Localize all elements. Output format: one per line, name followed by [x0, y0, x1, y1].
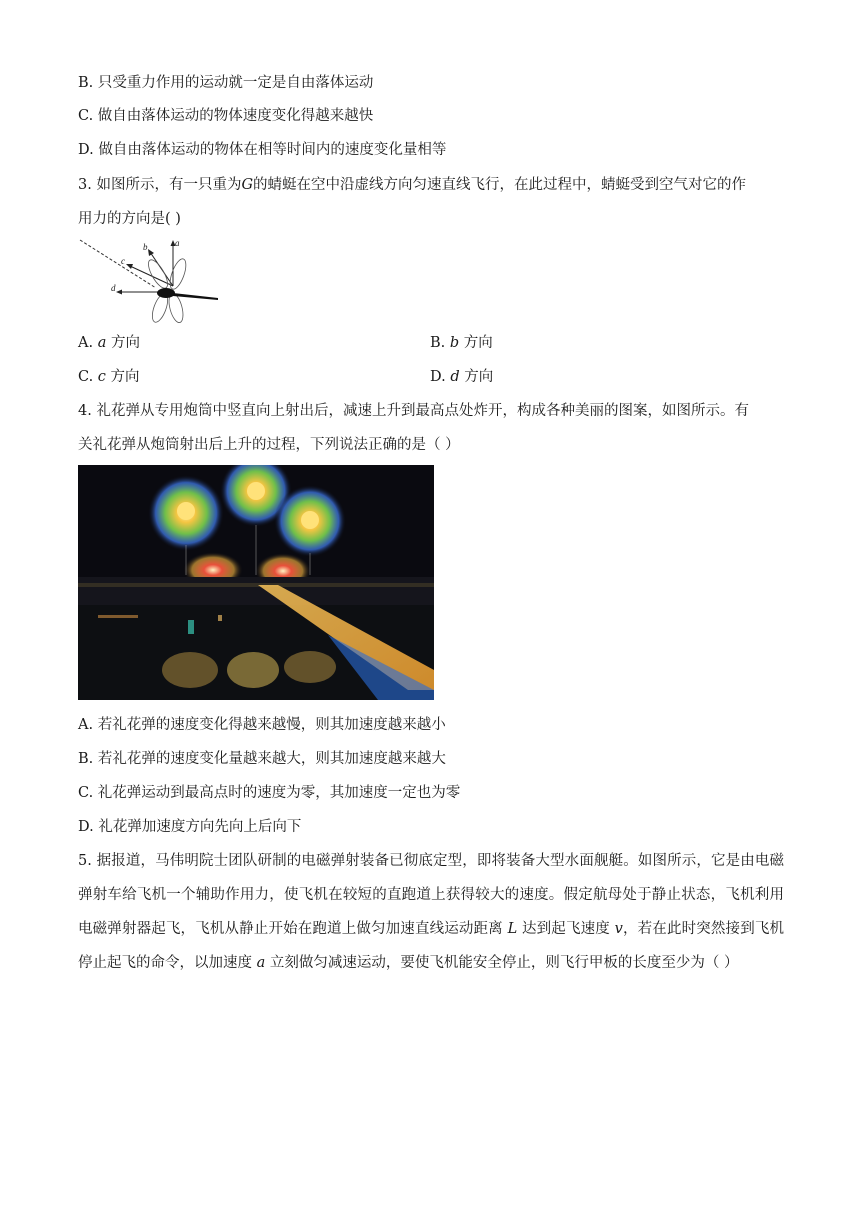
q3-stem-line2: 用力的方向是( ): [78, 211, 181, 227]
label-b: b: [143, 242, 148, 252]
dragonfly-tail: [173, 293, 218, 300]
q4-option-a: A. 若礼花弹的速度变化得越来越慢，则其加速度越来越小: [78, 717, 446, 733]
reflection-1: [162, 652, 218, 688]
arrow-d-head: [116, 290, 122, 295]
dragonfly-figure: [78, 236, 223, 326]
burst-core-2: [247, 482, 265, 500]
city-horizon: [78, 577, 434, 607]
wing-upper-left: [145, 257, 171, 291]
arrow-c-head: [126, 264, 133, 269]
q3-option-b: B. b 方向: [430, 335, 493, 351]
q4-stem-line2: 关礼花弹从炮筒射出后上升的过程，下列说法正确的是（ ）: [78, 437, 460, 453]
q2-option-d: D. 做自由落体运动的物体在相等时间内的速度变化量相等: [78, 142, 447, 158]
wing-upper-right: [167, 257, 189, 291]
q2-option-c: C. 做自由落体运动的物体速度变化得越来越快: [78, 108, 374, 124]
label-d: d: [111, 283, 116, 293]
q2-option-b: B. 只受重力作用的运动就一定是自由落体运动: [78, 75, 374, 91]
reflection-2: [227, 652, 279, 688]
q3-option-d: D. d 方向: [430, 369, 494, 385]
q5-stem: 5. 据报道，马伟明院士团队研制的电磁弹射装备已彻底定型，即将装备大型水面舰艇。如图所示，它是由电磁弹射车给飞机一个辅助作用力，使飞机在较短的直跑道上获得较大的速度。假定航母处于静止状态，飞机利用电磁弹射器起飞，飞机从静止开始在跑道上做匀加速直线运动距离 L 达到起飞速度 v，若在此时突然接到飞机停止起飞的命令，以加速度 a 立刻做匀减速运动，要使飞机能安全停止，则飞行甲板的长度至少为（ ）: [78, 853, 785, 971]
label-a: a: [175, 238, 180, 248]
label-c: c: [121, 256, 125, 266]
q4-stem-line1: 4. 礼花弹从专用炮筒中竖直向上射出后，减速上升到最高点处炸开，构成各种美丽的图案，如图所示。有: [78, 403, 749, 419]
q3-option-a: A. a 方向: [78, 335, 140, 351]
q3-stem-line1: 3. 如图所示，有一只重为G的蜻蜓在空中沿虚线方向匀速直线飞行，在此过程中，蜻蜓受到空气对它的作: [78, 177, 747, 193]
reflection-3: [284, 651, 336, 683]
q3-option-c: C. c 方向: [78, 369, 140, 385]
q4-option-c: C. 礼花弹运动到最高点时的速度为零，其加速度一定也为零: [78, 785, 461, 801]
q4-option-d: D. 礼花弹加速度方向先向上后向下: [78, 819, 302, 835]
arrow-b-head: [148, 249, 154, 256]
dragonfly-head-thorax: [157, 288, 175, 298]
q4-option-b: B. 若礼花弹的速度变化量越来越大，则其加速度越来越大: [78, 751, 446, 767]
burst-core-1: [177, 502, 195, 520]
fireworks-photo: [78, 465, 434, 700]
burst-core-3: [301, 511, 319, 529]
